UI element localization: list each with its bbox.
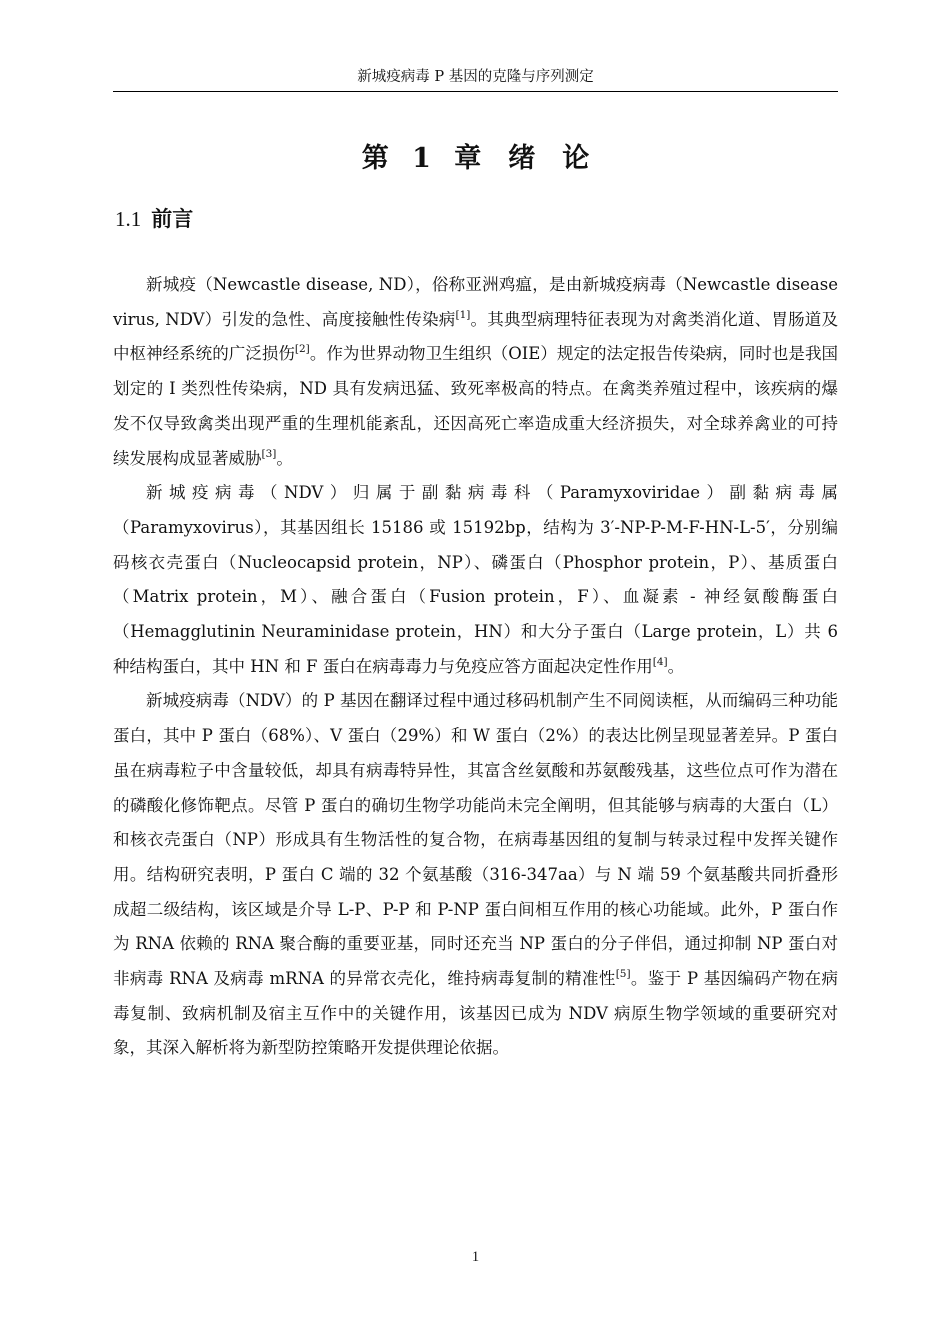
paragraph-text: 新城疫病毒（NDV）的 P 基因在翻译过程中通过移码机制产生不同阅读框，从而编码三种功能蛋白，其中 P 蛋白（68%）、V 蛋白（29%）和 W 蛋白（2%）的表达比例呈现显著差异。P 蛋白虽在病毒粒子中含量较低，却具有病毒特异性，其富含丝氨酸和苏氨酸残基，这些位点可作为潜在的磷酸化修饰靶点。尽管 P 蛋白的确切生物学功能尚未完全阐明，但其能够与病毒的大蛋白（L）和核衣壳蛋白（NP）形成具有生物活性的复合物，在病毒基因组的复制与转录过程中发挥关键作用。结构研究表明，P 蛋白 C 端的 32 个氨基酸（316-347aa）与 N 端 59 个氨基酸共同折叠形成超二级结构，该区域是介导 L-P、P-P 和 P-NP 蛋白间相互作用的核心功能域。此外，P 蛋白作为 RNA 依赖的 RNA 聚合酶的重要亚基，同时还充当 NP 蛋白的分子伴侣，通过抑制 NP 蛋白对非病毒 RNA 及病毒 mRNA 的异常衣壳化，维持病毒复制的精准性 (113, 691, 838, 989)
running-header: 新城疫病毒 P 基因的克隆与序列测定 (357, 69, 594, 85)
page-number: 1 (471, 1249, 480, 1265)
section-heading (115, 204, 193, 234)
section-title: 前言 (151, 206, 194, 231)
paragraph-text: 新城疫病毒（NDV）归属于副黏病毒科（Paramyxoviridae）副黏病毒属（Paramyxovirus），其基因组长 15186 或 15192bp，结构为 3′-NP-P-M-F-HN-L-5′，分别编码核衣壳蛋白（Nucleocapsid protein，NP）、磷蛋白（Phosphor protein，P）、基质蛋白（Matrix protein，M）、融合蛋白（Fusion protein，F）、血凝素 - 神经氨酸酶蛋白（Hemagglutinin Neuraminidase protein，HN）和大分子蛋白（Large protein，L）共 6 种结构蛋白，其中 HN 和 F 蛋白在病毒毒力与免疫应答方面起决定性作用 (113, 483, 838, 676)
header-rule (113, 91, 838, 92)
paragraph-text: 新城疫（Newcastle disease, ND），俗称亚洲鸡瘟，是由新城疫病毒（Newcastle disease virus, NDV）引发的急性、高度接触性传染病 (113, 275, 838, 329)
paragraph-text: 。鉴于 P 基因编码产物在病毒复制、致病机制及宿主互作中的关键作用，该基因已成为 NDV 病原生物学领域的重要研究对象，其深入解析将为新型防控策略开发提供理论依据。 (113, 969, 838, 1058)
chapter-title: 第 1 章 绪 论 (361, 143, 590, 174)
citation-ref: [4] (652, 655, 668, 668)
paragraph-text: 。 (667, 656, 685, 676)
citation-ref: [2] (294, 343, 310, 356)
paragraph-2 (113, 476, 838, 684)
citation-ref: [1] (455, 308, 471, 321)
paragraph-text: 。其典型病理特征表现为对禽类消化道、胃肠道及中枢神经系统的广泛损伤 (113, 309, 838, 364)
paragraph-3 (113, 684, 838, 1066)
paragraph-text: 。作为世界动物卫生组织（OIE）规定的法定报告传染病，同时也是我国划定的 I 类烈性传染病，ND 具有发病迅猛、致死率极高的特点。在禽类养殖过程中，该疾病的爆发不仅导致禽类出现严重的生理机能紊乱，还因高死亡率造成重大经济损失，对全球养禽业的可持续发展构成显著威胁 (113, 344, 839, 468)
body-text (113, 268, 838, 1066)
paragraph-text: 。 (276, 448, 293, 468)
section-number: 1.1 (115, 207, 142, 231)
citation-ref: [3] (261, 447, 277, 460)
paragraph-1 (113, 268, 838, 476)
citation-ref: [5] (615, 968, 631, 981)
